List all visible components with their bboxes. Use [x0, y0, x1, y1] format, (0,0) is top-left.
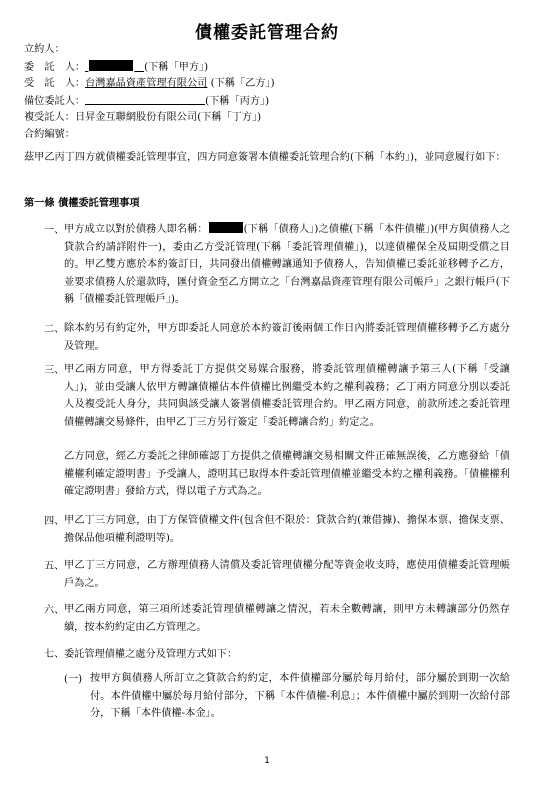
backup-principal-suffix: (下稱「丙方」) — [205, 96, 270, 107]
item-1-text — [64, 221, 510, 309]
resale-line — [24, 111, 261, 125]
item-2-number: 二、 — [44, 324, 65, 335]
item-3-number: 三、 — [44, 365, 65, 376]
resale-suffix: (下稱「丁方」) — [197, 112, 262, 123]
item-7-1-number: (一) — [64, 674, 83, 685]
principal-line — [24, 60, 208, 75]
item-1-text-a: 甲方成立以對於債務人即名稱： — [64, 224, 208, 235]
parties-header: 立約人： — [24, 44, 65, 55]
item-4-number: 四、 — [44, 516, 65, 527]
item-7-number: 七、 — [44, 649, 65, 660]
item-1-number: 一、 — [44, 225, 65, 236]
backup-principal-label: 備位委託人： — [24, 96, 86, 107]
item-2-text: 除本約另有約定外，甲方即委託人同意於本約簽訂後兩個工作日內將委託管理債權移轉予乙方處分及管理。 — [64, 323, 510, 352]
principal-label: 委 託 人： — [24, 62, 86, 73]
item-7-text: 委託管理債權之處分及管理方式如下： — [64, 649, 238, 660]
item-6-number: 六、 — [44, 605, 65, 616]
redaction-block — [89, 60, 133, 71]
item-3-text-a: 甲乙兩方同意，甲方得委託丁方提供交易媒合服務，將委託管理債權轉讓予第三人(下稱「受讓人」)，並由受讓人依甲方轉讓債權佔本件債權比例繼受本約之權利義務；乙丁兩方同意分別以委託人及複受託人身分，共同與該受讓人簽署債權委託管理合約。甲乙兩方同意，前款所述之委託管理債權轉讓交易條件，由甲乙丁三方另行簽定「委託轉讓合約」約定之。 — [64, 364, 510, 428]
item-4-text: 甲乙丁三方同意，由丁方保管債權文件(包含但不限於：貸款合約(兼借據)、擔保本票、擔保支票、擔保品他項權利證明等)。 — [64, 515, 510, 544]
resale-label: 複受託人： — [24, 112, 75, 123]
agent-suffix: (下稱「乙方」) — [210, 78, 275, 89]
section-1-title: 第一條 債權委託管理事項 — [24, 197, 140, 209]
agent-line — [24, 77, 275, 91]
agent-label: 受 託 人： — [24, 78, 86, 89]
principal-suffix: (下稱「甲方」) — [144, 62, 209, 73]
item-6-text: 甲乙兩方同意，第三項所述委託管理債權轉讓之情況，若未全數轉讓，則甲方未轉讓部分仍然存續，按本約約定由乙方管理之。 — [64, 604, 510, 633]
contract-number-label: 合約編號： — [24, 129, 75, 140]
resale-name: 日昇金互聯網股份有限公司 — [74, 112, 198, 123]
document-title: 債權委託管理合約 — [195, 23, 339, 43]
item-3-text-b: 乙方同意，經乙方委託之律師確認丁方提供之債權轉讓交易相關文件正確無誤後，乙方應發給「債權權利確定證明書」予受讓人，證明其已取得本件委託管理債權並繼受本約之權利義務。「債權權利確定證明書」發給方式，得以電子方式為之。 — [64, 451, 510, 497]
item-7-1-text: 按甲方與債務人所訂立之貸款合約約定，本件債權部分屬於每月給付，部分屬於到期一次給付。本件債權中屬於每月給付部分，下稱「本件債權-利息」；本件債權中屬於到期一次給付部分，下稱「本件債權-本金」。 — [90, 673, 510, 719]
backup-principal-line — [24, 94, 269, 109]
agent-name: 台灣嘉晶資產管理有限公司 — [85, 78, 208, 89]
redaction-block — [209, 222, 243, 233]
item-1-text-b: (下稱「債務人」)之債權(下稱「本件債權」)(甲方與債務人之貸款合約請詳附件一)，委由乙方受託管理(下稱「委託管理債權」)，以達債權保全及屆期受償之目的。甲乙雙方應於本約簽訂日，共同發出債權轉讓通知予債務人，告知債權已委託並移轉予乙方，並要求債務人於還款時，匯付資金至乙方開立之「台灣嘉晶資產管理有限公司帳戶」之銀行帳戶(下稱「債權委託管理帳戶」)。 — [64, 224, 511, 305]
item-5-text: 甲乙丁三方同意，乙方辦理債務人清償及委託管理債權分配等資金收支時，應使用債權委託管理帳戶為之。 — [64, 560, 510, 589]
item-5-number: 五、 — [44, 561, 65, 572]
page-number: 1 — [264, 756, 270, 766]
principal-name-field — [85, 62, 144, 73]
backup-principal-blank — [85, 94, 205, 105]
preamble: 茲甲乙丙丁四方就債權委託管理事宜，四方同意簽署本債權委託管理合約(下稱「本約」)，並同意履行如下： — [24, 152, 506, 163]
